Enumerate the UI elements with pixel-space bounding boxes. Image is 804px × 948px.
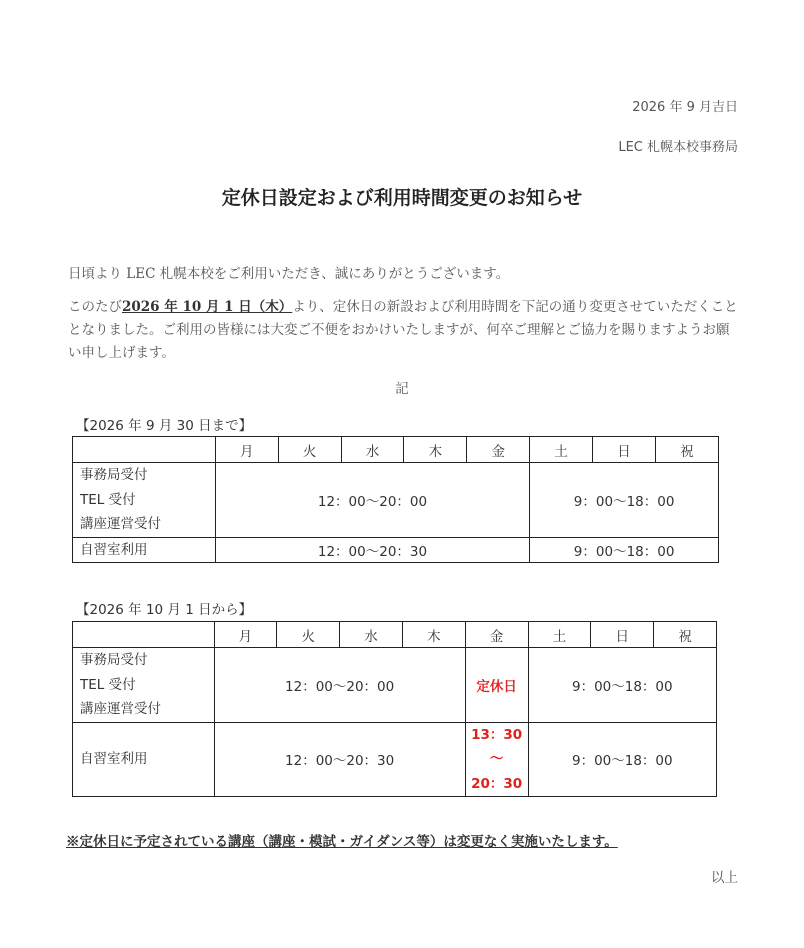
table-row	[73, 463, 719, 538]
day-header: 祝	[654, 622, 717, 648]
day-header: 水	[341, 437, 404, 463]
day-header: 木	[404, 437, 467, 463]
day-header: 金	[467, 437, 530, 463]
day-header: 土	[530, 437, 593, 463]
sender: LEC 札幌本校事務局	[618, 140, 738, 155]
table-row	[73, 648, 717, 723]
friday-closed: 定休日	[465, 648, 528, 723]
course-note: ※定休日に予定されている講座（講座・模試・ガイダンス等）は変更なく実施いたします。	[66, 834, 618, 850]
intro-paragraph	[68, 296, 738, 365]
table-row	[73, 722, 717, 797]
intro-after: より、定休日の新設および利用時間を下記の通り変更させていただくこととなりました。ご利用の皆様には大変ご不便をおかけいたしますが、何卒ご理解とご協力を賜りますようお願い申し上げます。	[68, 299, 738, 361]
row-label: 事務局受付 TEL 受付 講座運営受付	[73, 463, 216, 538]
day-header: 日	[593, 437, 656, 463]
row-label: 自習室利用	[73, 722, 215, 797]
table-row	[73, 537, 719, 563]
day-header: 水	[340, 622, 403, 648]
mon-thu-hours: 12：00〜20：30	[214, 722, 465, 797]
day-header: 月	[214, 622, 277, 648]
intro-before: このたび	[68, 299, 122, 315]
greeting-paragraph: 日頃より LEC 札幌本校をご利用いただき、誠にありがとうございます。	[68, 266, 510, 282]
row-label: 自習室利用	[73, 537, 216, 563]
effective-date: 2026 年 10 月 1 日（木）	[122, 299, 293, 315]
day-header: 月	[215, 437, 278, 463]
mon-thu-hours: 12：00〜20：00	[214, 648, 465, 723]
weekend-hours: 9：00〜18：00	[528, 648, 716, 723]
new-table-caption: 【2026 年 10 月 1 日から】	[76, 602, 253, 618]
weekend-hours: 9：00〜18：00	[528, 722, 716, 797]
header-corner	[73, 437, 216, 463]
weekday-hours: 12：00〜20：00	[215, 463, 529, 538]
row-label: 事務局受付 TEL 受付 講座運営受付	[73, 648, 215, 723]
weekday-hours: 12：00〜20：30	[215, 537, 529, 563]
day-header: 金	[465, 622, 528, 648]
day-header: 祝	[656, 437, 719, 463]
day-header: 木	[402, 622, 465, 648]
old-table-caption: 【2026 年 9 月 30 日まで】	[76, 418, 253, 434]
issue-date: 2026 年 9 月吉日	[632, 100, 738, 115]
header-corner	[73, 622, 215, 648]
day-header: 日	[591, 622, 654, 648]
new-schedule-table	[72, 621, 717, 797]
friday-hours: 13：30 〜 20：30	[465, 722, 528, 797]
ki-mark: 記	[395, 381, 409, 397]
weekend-hours: 9：00〜18：00	[530, 537, 719, 563]
day-header: 土	[528, 622, 591, 648]
table-header-row	[73, 622, 717, 648]
notice-title: 定休日設定および利用時間変更のお知らせ	[221, 187, 583, 209]
table-header-row	[73, 437, 719, 463]
weekend-hours: 9：00〜18：00	[530, 463, 719, 538]
day-header: 火	[278, 437, 341, 463]
closing-mark: 以上	[711, 870, 738, 886]
old-schedule-table	[72, 436, 719, 563]
day-header: 火	[277, 622, 340, 648]
